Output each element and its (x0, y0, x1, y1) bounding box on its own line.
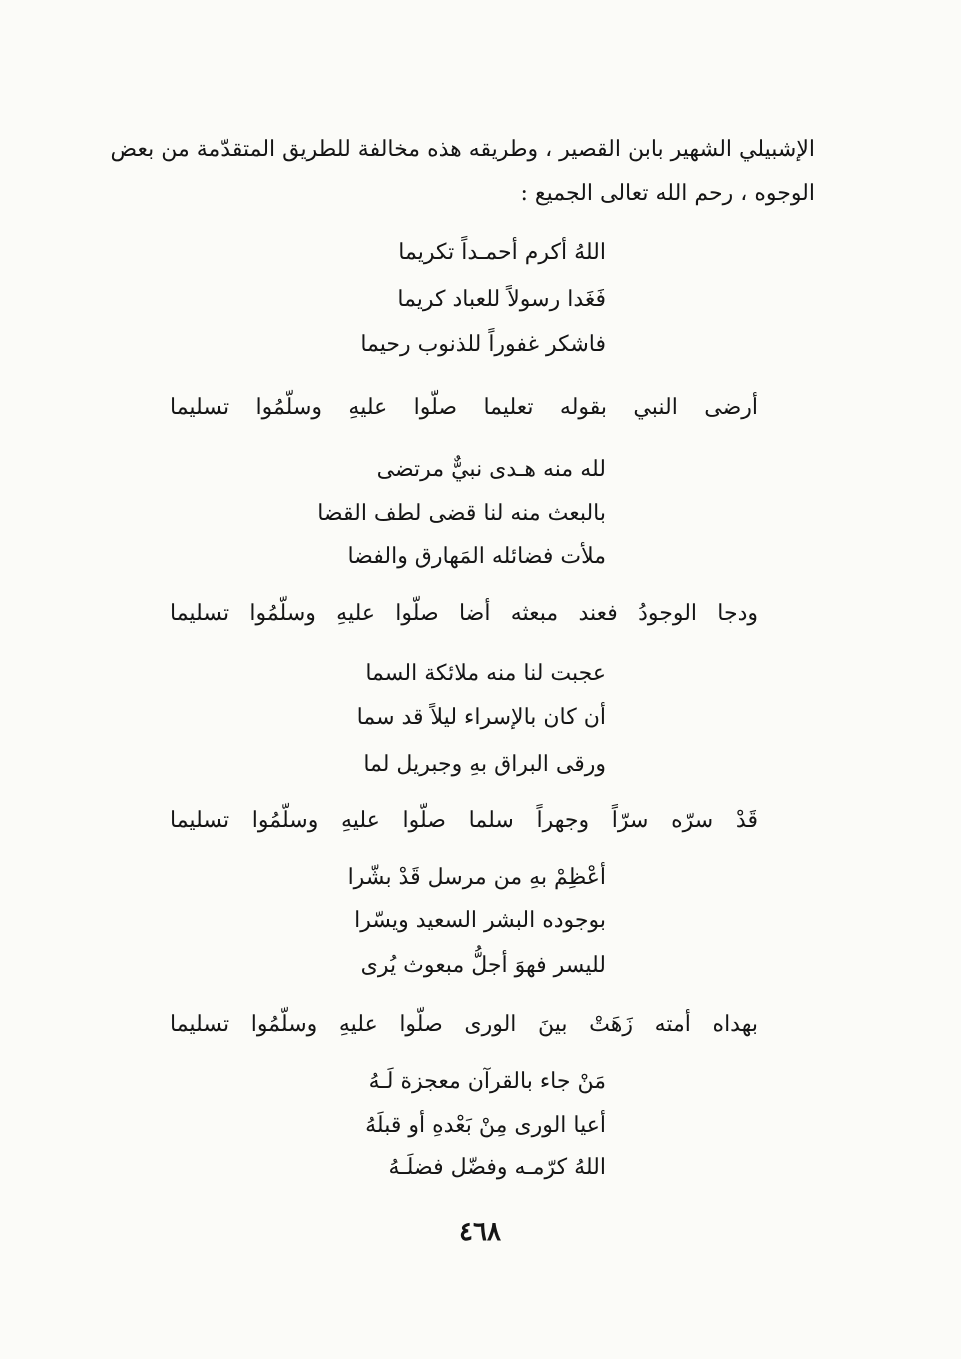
verse-4-3: لليسر فهوَ أجلُّ مبعوث يُرى (360, 953, 606, 978)
refrain-2: ودجا الوجودُ فعند مبعثه أضا صلّوا عليهِ وسلّمُوا تسليما (170, 601, 758, 626)
verse-1-2: فَغَدا رسولاً للعباد كريما (397, 287, 606, 312)
verse-4-2: بوجوده البشر السعيد ويسّرا (354, 908, 606, 933)
verse-2-2: بالبعث منه لنا قضى لطف القضا (317, 501, 606, 526)
verse-1-3: فاشكر غفوراً للذنوب رحيما (360, 332, 606, 357)
verse-2-3: ملأت فضائله المَهارق والفضا (347, 544, 606, 569)
verse-4-1: أعْظِمْ بهِ من مرسل قَدْ بشّرا (347, 865, 606, 890)
intro-line-1: الإشبيلي الشهير بابن القصير ، وطريقه هذه مخالفة للطريق المتقدّمة من بعض (110, 137, 815, 162)
verse-5-3: اللهُ كرّمـه وفضّل فضلَـهُ (388, 1155, 606, 1180)
refrain-1: أرضى النبي بقوله تعليما صلّوا عليهِ وسلّمُوا تسليما (170, 395, 758, 420)
intro-line-2: الوجوه ، رحم الله تعالى الجميع : (520, 181, 815, 206)
verse-3-1: عجبت لنا منه ملائكة السما (365, 661, 606, 686)
verse-3-3: ورقى البراق بهِ وجبريل لما (363, 752, 606, 777)
verse-2-1: لله منه هـدى نبيٌّ مرتضى (376, 457, 606, 482)
refrain-4: بهداه أمته زَهَتْ بينَ الورى صلّوا عليهِ وسلّمُوا تسليما (170, 1012, 758, 1037)
verse-1-1: اللهُ أكرم أحمـداً تكريما (398, 240, 606, 265)
verse-5-1: مَنْ جاء بالقرآن معجزة لَـهُ (368, 1069, 606, 1094)
verse-5-2: أعيا الورى مِنْ بَعْدهِ أو قبلَهُ (365, 1113, 606, 1138)
page-number: ٤٦٨ (459, 1217, 501, 1247)
refrain-3: قَدْ سرّه سرّاً وجهراً سلما صلّوا عليهِ وسلّمُوا تسليما (170, 808, 758, 833)
verse-3-2: أن كان بالإسراء ليلاً قد سما (356, 705, 606, 730)
